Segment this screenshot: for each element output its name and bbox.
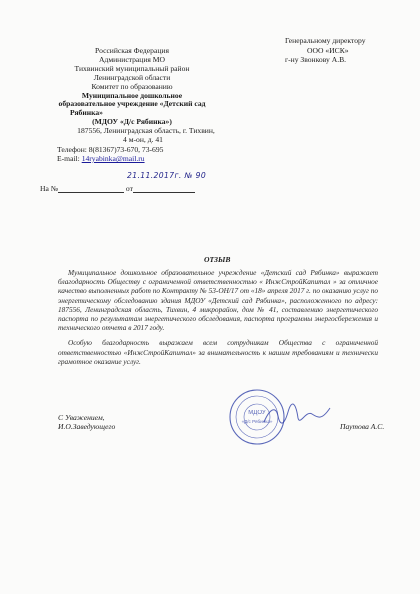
contact-block (52, 145, 163, 163)
org-line-8: Рябинка» (70, 108, 103, 118)
from-blank-line (133, 185, 195, 193)
org-line-1: Российская Федерация (95, 46, 169, 55)
addressee-line-3: г-ну Звонкову А.В. (285, 55, 347, 65)
addressee-block (285, 36, 366, 65)
org-line-2: Администрация МО (98, 54, 166, 64)
stamp-text-top: МДОУ (248, 410, 266, 416)
signer-position: И.О.Заведующего (58, 422, 116, 432)
org-line-4: Ленинградской области (93, 72, 171, 82)
phone-text: Телефон: 8(81367)73-670, 73-695 (57, 145, 164, 154)
org-line-11: 4 м-он, д. 41 (123, 135, 163, 145)
signature-block (58, 413, 115, 431)
org-line-7: образовательное учреждение «Детский сад (58, 99, 206, 109)
reference-number-line (40, 184, 195, 193)
body-paragraph-2: Особую благодарность выражаем всем сотрудникам Общества с ограниченной ответственностью «ИнжСтройКапитал» за внимательность к нашим требованиям и технически грамотное оказание услуг. (58, 338, 378, 366)
email-line (52, 154, 163, 163)
org-line-5: Комитет по образованию (91, 81, 173, 91)
letter-body (58, 268, 378, 366)
from-label: от (125, 184, 133, 193)
no-label: На № (40, 184, 58, 193)
organization-header (32, 47, 232, 145)
body-paragraph-1: Муниципальное дошкольное образовательное учреждение «Детский сад Рябинка» выражает благодарность Обществу с ограниченной ответственностью « ИнжСтройКапитал » за отличное качество выполненных работ по Контракту № 53-ОН/17 от «18» апреля 2017 г. по оказанию услуг по энергетическому обследованию здания МДОУ «Детский сад Рябинка», расположенного по адресу: 187556, Ленинградская область, Тихвин, 4 микрорайон, дом № 41, составлению энергетического паспорта по результатам энергетического обследования, паспорта программы энергосбережения и технического отчета в 2017 году. (58, 268, 378, 333)
org-line-9: (МДОУ «Д/с Рябинка») (92, 117, 172, 127)
handwritten-signature-icon (262, 400, 332, 430)
stamp-text-mid: «Д/с Рябинка» (241, 419, 273, 424)
email-link[interactable]: 14ryabinka@mail.ru (81, 154, 145, 163)
handwritten-date: 21.11.2017г. № 90 (127, 171, 207, 180)
document-title: ОТЗЫВ (204, 255, 231, 264)
no-blank-line (58, 185, 124, 193)
org-line-6: Муниципальное дошкольное (81, 90, 183, 100)
signer-name: Паутова А.С. (340, 422, 385, 431)
closing-text: С Уважением, (58, 413, 105, 422)
addressee-line-2: ООО «ИСК» (307, 45, 349, 55)
org-line-10: 187556, Ленинградская область, г. Тихвин, (77, 126, 215, 136)
org-line-3: Тихвинский муниципальный район (74, 63, 190, 73)
addressee-line-1: Генеральному директору (285, 36, 366, 45)
email-label: E-mail: (57, 154, 82, 163)
